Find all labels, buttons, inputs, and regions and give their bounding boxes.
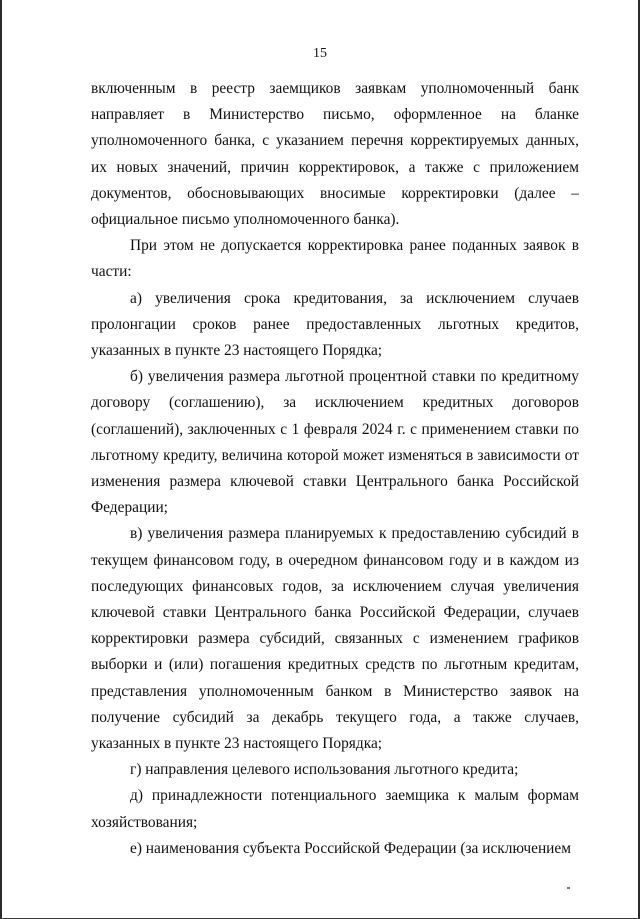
paragraph-intro: При этом не допускается корректировка ранее поданных заявок в части: bbox=[91, 237, 579, 281]
list-item-d: д) принадлежности потенциального заемщика к малым формам хозяйствования; bbox=[91, 787, 579, 831]
list-item-b: б) увеличения размера льготной процентной ставки по кредитному договору (соглашению), за исключением кредитных договоров (соглашений), заключенных с 1 февраля 2024 г. с применением ставки по льготному кредиту, величина которой может изменяться в зависимости от изменения размера ключевой ставки Центрального банка Российской Федерации; bbox=[91, 368, 579, 517]
scan-speck bbox=[567, 887, 570, 889]
document-body bbox=[91, 76, 579, 862]
page-number: 15 bbox=[313, 46, 327, 61]
list-item-v: в) увеличения размера планируемых к предоставлению субсидий в текущем финансовом году, в очередном финансовом году и в каждом из последующих финансовых годов, за исключением случая увеличения ключевой ставки Центрального банка Российской Федерации, случаев корректировки размера субсидий, связанных с изменением графиков выборки и (или) погашения кредитных средств по льготным кредитам, представления уполномоченным банком в Министерство заявок на получение субсидий за декабрь текущего года, а также случаев, указанных в пункте 23 настоящего Порядка; bbox=[91, 525, 579, 753]
list-item-a: а) увеличения срока кредитования, за исключением случаев пролонгации сроков ранее предоставленных льготных кредитов, указанных в пункте 23 настоящего Порядка; bbox=[91, 289, 579, 360]
list-item-g: г) направления целевого использования льготного кредита; bbox=[130, 761, 519, 779]
list-item-e: е) наименования субъекта Российской Федерации (за исключением bbox=[130, 839, 571, 857]
paragraph-continuation: включенным в реестр заемщиков заявкам уполномоченный банк направляет в Министерство письмо, оформленное на бланке уполномоченного банка, с указанием перечня корректируемых данных, их новых значений, причин корректировок, а также с приложением документов, обосновывающих вносимые корректировки (далее – официальное письмо уполномоченного банка). bbox=[91, 80, 579, 229]
